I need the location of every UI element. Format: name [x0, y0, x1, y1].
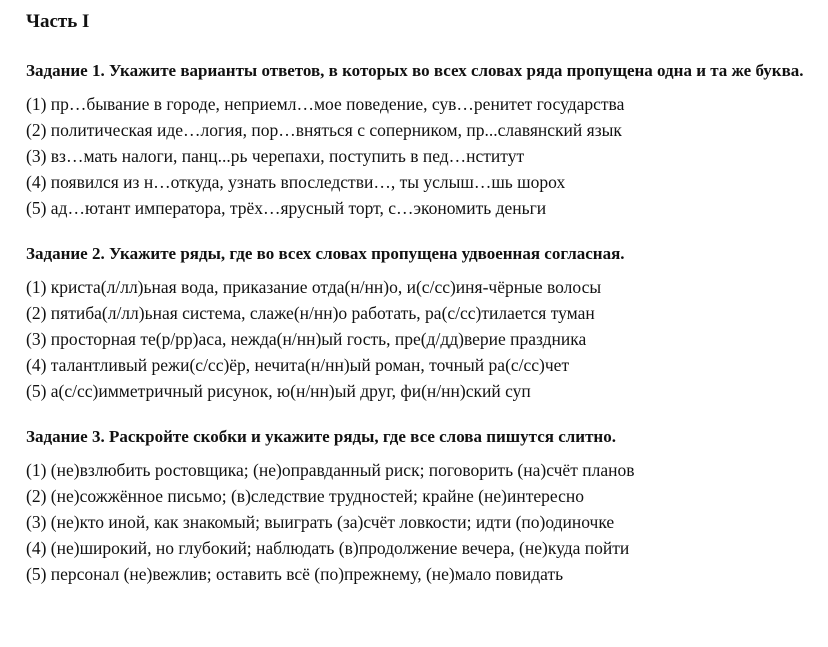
task-1: [26, 57, 814, 221]
task-3-option-2: (2) (не)сожжённое письмо; (в)следствие трудностей; крайне (не)интересно: [26, 486, 584, 506]
task-3-option-3: (3) (не)кто иной, как знакомый; выиграть (за)счёт ловкости; идти (по)одиночке: [26, 512, 615, 532]
task-3-heading: Задание 3. Раскройте скобки и укажите ряды, где все слова пишутся слитно.: [26, 427, 616, 446]
task-1-heading: Задание 1. Укажите варианты ответов, в которых во всех словах ряда пропущена одна и та же буква.: [26, 61, 804, 80]
task-2: [26, 240, 814, 404]
task-1-option-4: (4) появился из н…откуда, узнать впоследстви…, ты услыш…шь шорох: [26, 172, 566, 192]
task-3: [26, 423, 814, 587]
task-3-option-5: (5) персонал (не)вежлив; оставить всё (по)прежнему, (не)мало повидать: [26, 564, 564, 584]
task-2-option-2: (2) пятиба(л/лл)ьная система, слаже(н/нн)о работать, ра(с/сс)тилается туман: [26, 303, 595, 323]
task-2-heading: Задание 2. Укажите ряды, где во всех словах пропущена удвоенная согласная.: [26, 244, 625, 263]
task-2-option-5: (5) а(с/сс)имметричный рисунок, ю(н/нн)ый друг, фи(н/нн)ский суп: [26, 381, 531, 401]
task-2-option-4: (4) талантливый режи(с/сс)ёр, нечита(н/нн)ый роман, точный ра(с/сс)чет: [26, 355, 570, 375]
task-1-option-2: (2) политическая иде…логия, пор…вняться с соперником, пр...славянский язык: [26, 120, 622, 140]
task-1-option-3: (3) вз…мать налоги, панц...рь черепахи, поступить в пед…нститут: [26, 146, 525, 166]
task-2-option-1: (1) криста(л/лл)ьная вода, приказание отда(н/нн)о, и(с/сс)иня-чёрные волосы: [26, 277, 602, 297]
task-1-option-5: (5) ад…ютант императора, трёх…ярусный торт, с…экономить деньги: [26, 198, 547, 218]
task-2-option-3: (3) просторная те(р/рр)аса, нежда(н/нн)ый гость, пре(д/дд)верие праздника: [26, 329, 587, 349]
part-title: Часть I: [26, 11, 90, 32]
task-3-option-1: (1) (не)взлюбить ростовщика; (не)оправданный риск; поговорить (на)счёт планов: [26, 460, 635, 480]
task-1-option-1: (1) пр…бывание в городе, неприемл…мое поведение, сув…ренитет государства: [26, 94, 625, 114]
task-3-option-4: (4) (не)широкий, но глубокий; наблюдать (в)продолжение вечера, (не)куда пойти: [26, 538, 630, 558]
